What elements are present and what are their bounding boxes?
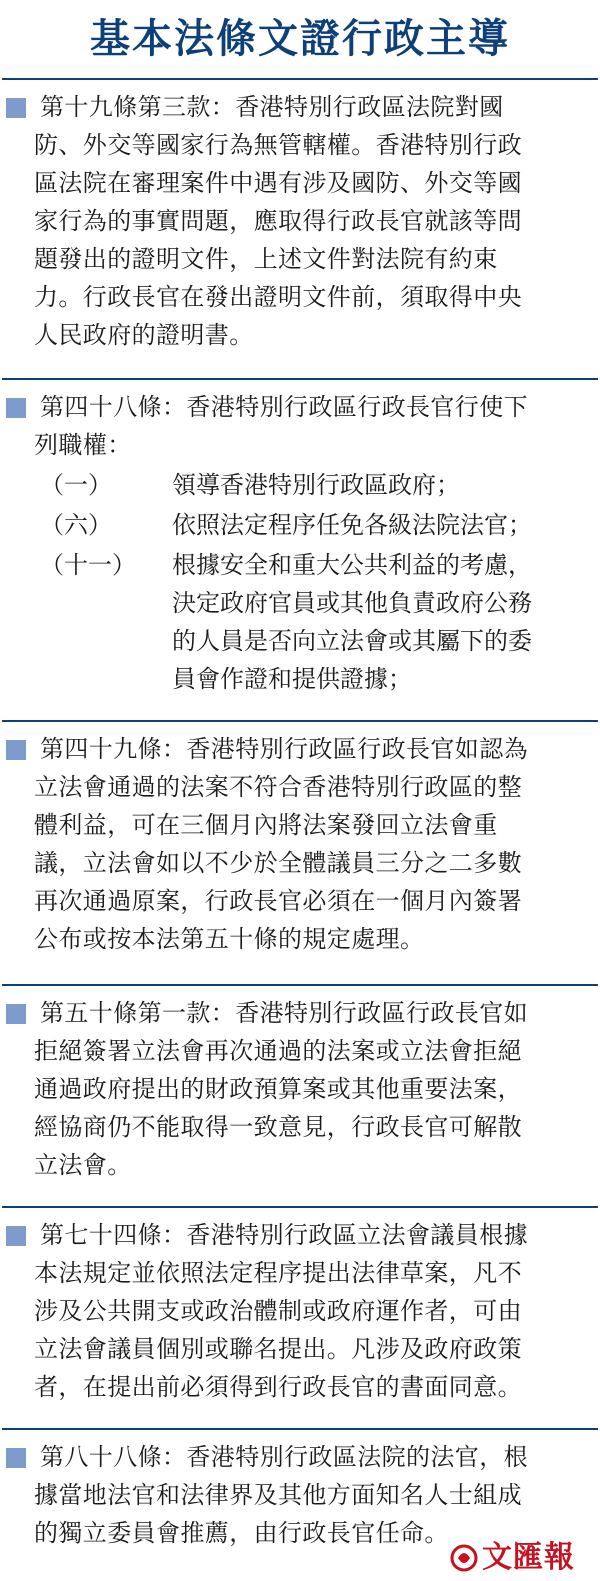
- article-line: 第四十九條：香港特別行政區行政長官如認為: [40, 735, 528, 763]
- article-line: 議，立法會如以不少於全體議員三分之二多數: [34, 849, 522, 877]
- item-number: （一）: [40, 471, 112, 499]
- article-line: 第十九條第三款：香港特別行政區法院對國: [40, 93, 504, 121]
- article-line: 體利益，可在三個月內將法案發回立法會重: [34, 811, 498, 839]
- article-line: 題發出的證明文件，上述文件對法院有約束: [34, 245, 498, 273]
- article-49-section: [0, 728, 600, 978]
- bullet-square-icon: [6, 740, 26, 760]
- wenweipo-logo-icon: [450, 1544, 478, 1572]
- article-line: 經協商仍不能取得一致意見，行政長官可解散: [34, 1113, 522, 1141]
- article-19-section: [0, 86, 600, 376]
- divider: [2, 720, 598, 722]
- item-text: 根據安全和重大公共利益的考慮，: [172, 551, 532, 579]
- article-line: 家行為的事實問題，應取得行政長官就該等問: [34, 207, 522, 235]
- article-line: 立法會。: [34, 1151, 132, 1179]
- bullet-square-icon: [6, 98, 26, 118]
- item-text: 的人員是否向立法會或其屬下的委: [172, 627, 532, 655]
- bullet-square-icon: [6, 1226, 26, 1246]
- divider: [2, 1206, 598, 1208]
- divider: [2, 1428, 598, 1430]
- item-text: 依照法定程序任免各級法院法官；: [172, 511, 532, 539]
- article-line: 涉及公共開支或政治體制或政府運作者，可由: [34, 1297, 522, 1325]
- article-line: 拒絕簽署立法會再次通過的法案或立法會拒絕: [34, 1037, 522, 1065]
- article-line: 的獨立委員會推薦，由行政長官任命。: [34, 1519, 449, 1547]
- item-number: （十一）: [40, 551, 136, 579]
- article-line: 區法院在審理案件中遇有涉及國防、外交等國: [34, 169, 522, 197]
- bullet-square-icon: [6, 1004, 26, 1024]
- item-number: （六）: [40, 511, 112, 539]
- item-text: 決定政府官員或其他負責政府公務: [172, 589, 532, 617]
- page-title: 基本法條文證行政主導: [90, 15, 510, 62]
- wenweipo-logo: [450, 1540, 598, 1576]
- article-50-section: [0, 992, 600, 1202]
- article-line: 立法會議員個別或聯名提出。凡涉及政府政策: [34, 1335, 522, 1363]
- article-line: 再次通過原案，行政長官必須在一個月內簽署: [34, 887, 522, 915]
- article-line: 第五十條第一款：香港特別行政區行政長官如: [40, 999, 528, 1027]
- article-line: 通過政府提出的財政預算案或其他重要法案，: [34, 1075, 522, 1103]
- article-line: 防、外交等國家行為無管轄權。香港特別行政: [34, 131, 522, 159]
- divider: [2, 378, 598, 380]
- article-line: 第四十八條：香港特別行政區行政長官行使下: [40, 393, 528, 421]
- article-74-section: [0, 1214, 600, 1424]
- logo-text: 文匯報: [482, 1540, 575, 1575]
- article-line: 列職權：: [34, 431, 132, 459]
- bullet-square-icon: [6, 398, 26, 418]
- article-line: 者，在提出前必須得到行政長官的書面同意。: [34, 1373, 522, 1401]
- divider: [2, 78, 598, 80]
- article-line: 第七十四條：香港特別行政區立法會議員根據: [40, 1221, 528, 1249]
- article-line: 本法規定並依照法定程序提出法律草案，凡不: [34, 1259, 522, 1287]
- divider: [2, 984, 598, 986]
- article-48-section: [0, 386, 600, 716]
- bullet-square-icon: [6, 1448, 26, 1468]
- article-line: 公布或按本法第五十條的規定處理。: [34, 925, 425, 953]
- article-line: 立法會通過的法案不符合香港特別行政區的整: [34, 773, 522, 801]
- article-line: 人民政府的證明書。: [34, 321, 254, 349]
- article-line: 力。行政長官在發出證明文件前，須取得中央: [34, 283, 522, 311]
- article-line: 據當地法官和法律界及其他方面知名人士組成: [34, 1481, 522, 1509]
- article-line: 第八十八條：香港特別行政區法院的法官，根: [40, 1443, 528, 1471]
- item-text: 員會作證和提供證據；: [172, 665, 412, 693]
- item-text: 領導香港特別行政區政府；: [172, 471, 460, 499]
